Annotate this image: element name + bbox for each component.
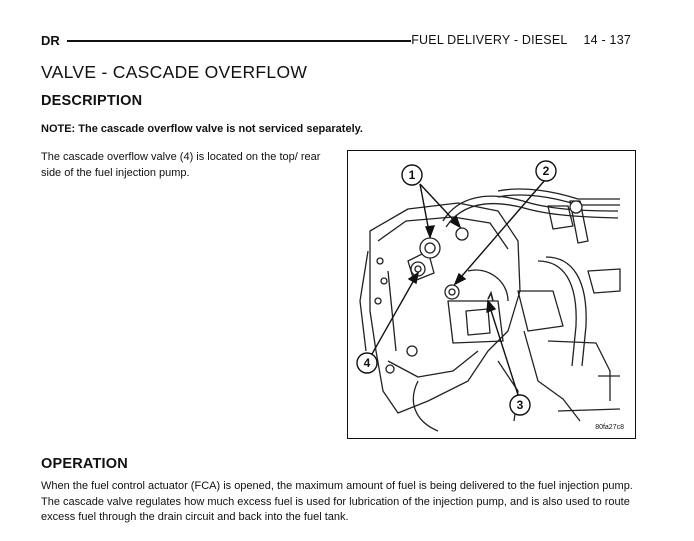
page-header	[41, 33, 635, 49]
header-rule	[67, 40, 411, 42]
operation-heading: OPERATION	[41, 456, 128, 472]
pump-illustration	[348, 151, 635, 438]
injection-pump-figure	[347, 150, 636, 439]
section-code: DR	[41, 33, 60, 48]
operation-body: When the fuel control actuator (FCA) is opened, the maximum amount of fuel is being delivered to the fuel injection pump. The cascade valve regulates how much excess fuel is used for lubrication of the injection pump, and is also used to route excess fuel through the drain circuit and back into the fuel tank.	[41, 480, 633, 523]
chapter-title: FUEL DELIVERY - DIESEL	[411, 33, 568, 47]
note: NOTE: The cascade overflow valve is not serviced separately.	[41, 123, 363, 135]
description-heading: DESCRIPTION	[41, 93, 143, 109]
callout-2: 2	[542, 164, 550, 178]
description-body: The cascade overflow valve (4) is located on the top/ rear side of the fuel injection pump.	[41, 151, 321, 179]
callout-1: 1	[408, 168, 416, 182]
header-right	[411, 33, 631, 47]
callout-4: 4	[363, 356, 371, 370]
page-title: VALVE - CASCADE OVERFLOW	[41, 62, 308, 82]
figure-id: 80fa27c8	[595, 424, 624, 431]
callout-3: 3	[516, 398, 524, 412]
page-number: 14 - 137	[583, 33, 631, 47]
